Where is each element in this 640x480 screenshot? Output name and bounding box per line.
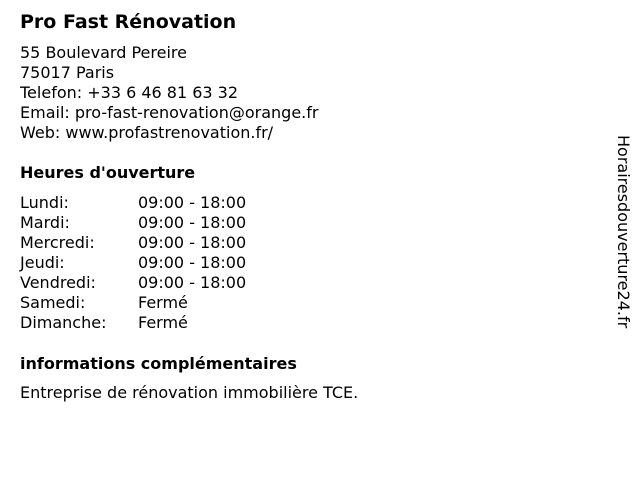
info-text: Entreprise de rénovation immobilière TCE. (20, 383, 359, 402)
day-label: Dimanche: (20, 313, 107, 332)
day-hours: 09:00 - 18:00 (138, 233, 247, 252)
hours-table (20, 193, 246, 333)
day-hours: 09:00 - 18:00 (138, 213, 247, 232)
day-hours: 09:00 - 18:00 (138, 273, 247, 292)
hours-row (20, 193, 246, 213)
day-hours: 09:00 - 18:00 (138, 193, 247, 212)
hours-row (20, 293, 246, 313)
phone-line: Telefon: +33 6 46 81 63 32 (20, 83, 239, 102)
day-hours: 09:00 - 18:00 (138, 253, 247, 272)
hours-row (20, 253, 246, 273)
day-label: Vendredi: (20, 273, 96, 292)
day-hours: Fermé (138, 293, 188, 312)
day-label: Mercredi: (20, 233, 95, 252)
email-line: Email: pro-fast-renovation@orange.fr (20, 103, 319, 122)
city: 75017 Paris (20, 63, 115, 82)
day-label: Jeudi: (20, 253, 65, 272)
watermark-container (608, 135, 638, 345)
info-heading: informations complémentaires (20, 354, 297, 373)
hours-row (20, 313, 246, 333)
business-name: Pro Fast Rénovation (20, 11, 237, 33)
day-label: Samedi: (20, 293, 86, 312)
day-label: Mardi: (20, 213, 70, 232)
street-address: 55 Boulevard Pereire (20, 43, 187, 62)
day-label: Lundi: (20, 193, 69, 212)
hours-row (20, 273, 246, 293)
site-watermark: Horairesdouverture24.fr (614, 135, 633, 329)
hours-row (20, 213, 246, 233)
contact-block (20, 43, 318, 143)
hours-row (20, 233, 246, 253)
day-hours: Fermé (138, 313, 188, 332)
web-line: Web: www.profastrenovation.fr/ (20, 123, 274, 142)
hours-heading: Heures d'ouverture (20, 163, 196, 182)
